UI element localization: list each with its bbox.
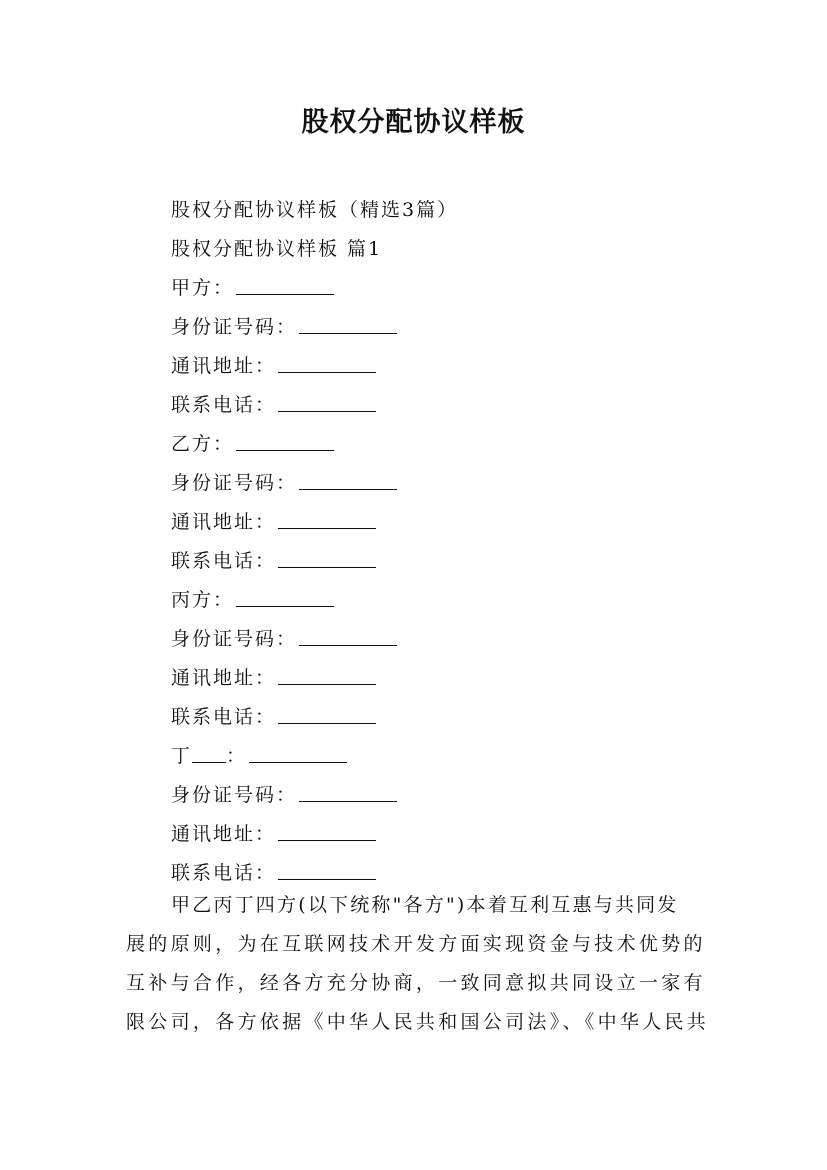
fill-blank [278, 703, 376, 724]
fill-blank [299, 313, 397, 334]
fill-blank [278, 508, 376, 529]
fill-blank [299, 469, 397, 490]
paragraph-line: 展的原则，为在互联网技术开发方面实现资金与技术优势的 [126, 933, 706, 955]
field-label: 丙方： [171, 589, 235, 611]
field-party-b [171, 429, 458, 468]
field-id-d [171, 780, 458, 819]
party-info-list [171, 195, 458, 897]
fill-blank [278, 664, 376, 685]
field-label: 通讯地址： [171, 355, 277, 377]
fill-blank-short [192, 742, 226, 763]
fill-blank [278, 820, 376, 841]
fill-blank [236, 274, 334, 295]
fill-blank [299, 625, 397, 646]
paragraph-line: 甲乙丙丁四方(以下统称"各方")本着互利互惠与共同发 [171, 894, 679, 916]
fill-blank [236, 430, 334, 451]
field-label-prefix: 丁 [171, 745, 193, 767]
field-address-d [171, 819, 458, 858]
fill-blank [249, 742, 347, 763]
field-label: 身份证号码： [171, 784, 298, 806]
field-address-c [171, 663, 458, 702]
field-label: 身份证号码： [171, 316, 298, 338]
document-title: 股权分配协议样板 [301, 107, 526, 138]
field-phone-b [171, 546, 458, 585]
field-party-d [171, 741, 458, 780]
paragraph-line: 限公司，各方依据《中华人民共和国公司法》、《中华人民共 [126, 1011, 710, 1033]
field-label: 通讯地址： [171, 511, 277, 533]
fill-blank [278, 547, 376, 568]
field-label: 甲方： [171, 277, 235, 299]
field-id-b [171, 468, 458, 507]
field-label: 身份证号码： [171, 472, 298, 494]
paragraph-line: 互补与合作，经各方充分协商，一致同意拟共同设立一家有 [126, 972, 706, 994]
section-heading: 股权分配协议样板 篇1 [171, 238, 383, 260]
field-label: 联系电话： [171, 550, 277, 572]
field-phone-a [171, 390, 458, 429]
field-party-a [171, 273, 458, 312]
field-label: 身份证号码： [171, 628, 298, 650]
field-label: 联系电话： [171, 394, 277, 416]
subtitle-line: 股权分配协议样板（精选3篇） [171, 199, 459, 221]
field-label: 乙方： [171, 433, 235, 455]
fill-blank [299, 781, 397, 802]
field-label: 通讯地址： [171, 823, 277, 845]
field-id-c [171, 624, 458, 663]
field-label: 联系电话： [171, 862, 277, 884]
field-id-a [171, 312, 458, 351]
field-address-b [171, 507, 458, 546]
field-address-a [171, 351, 458, 390]
field-phone-c [171, 702, 458, 741]
field-label-suffix: ： [226, 745, 248, 767]
field-label: 通讯地址： [171, 667, 277, 689]
fill-blank [236, 586, 334, 607]
field-party-c [171, 585, 458, 624]
field-label: 联系电话： [171, 706, 277, 728]
fill-blank [278, 391, 376, 412]
fill-blank [278, 859, 376, 880]
body-paragraph [126, 890, 710, 1046]
fill-blank [278, 352, 376, 373]
